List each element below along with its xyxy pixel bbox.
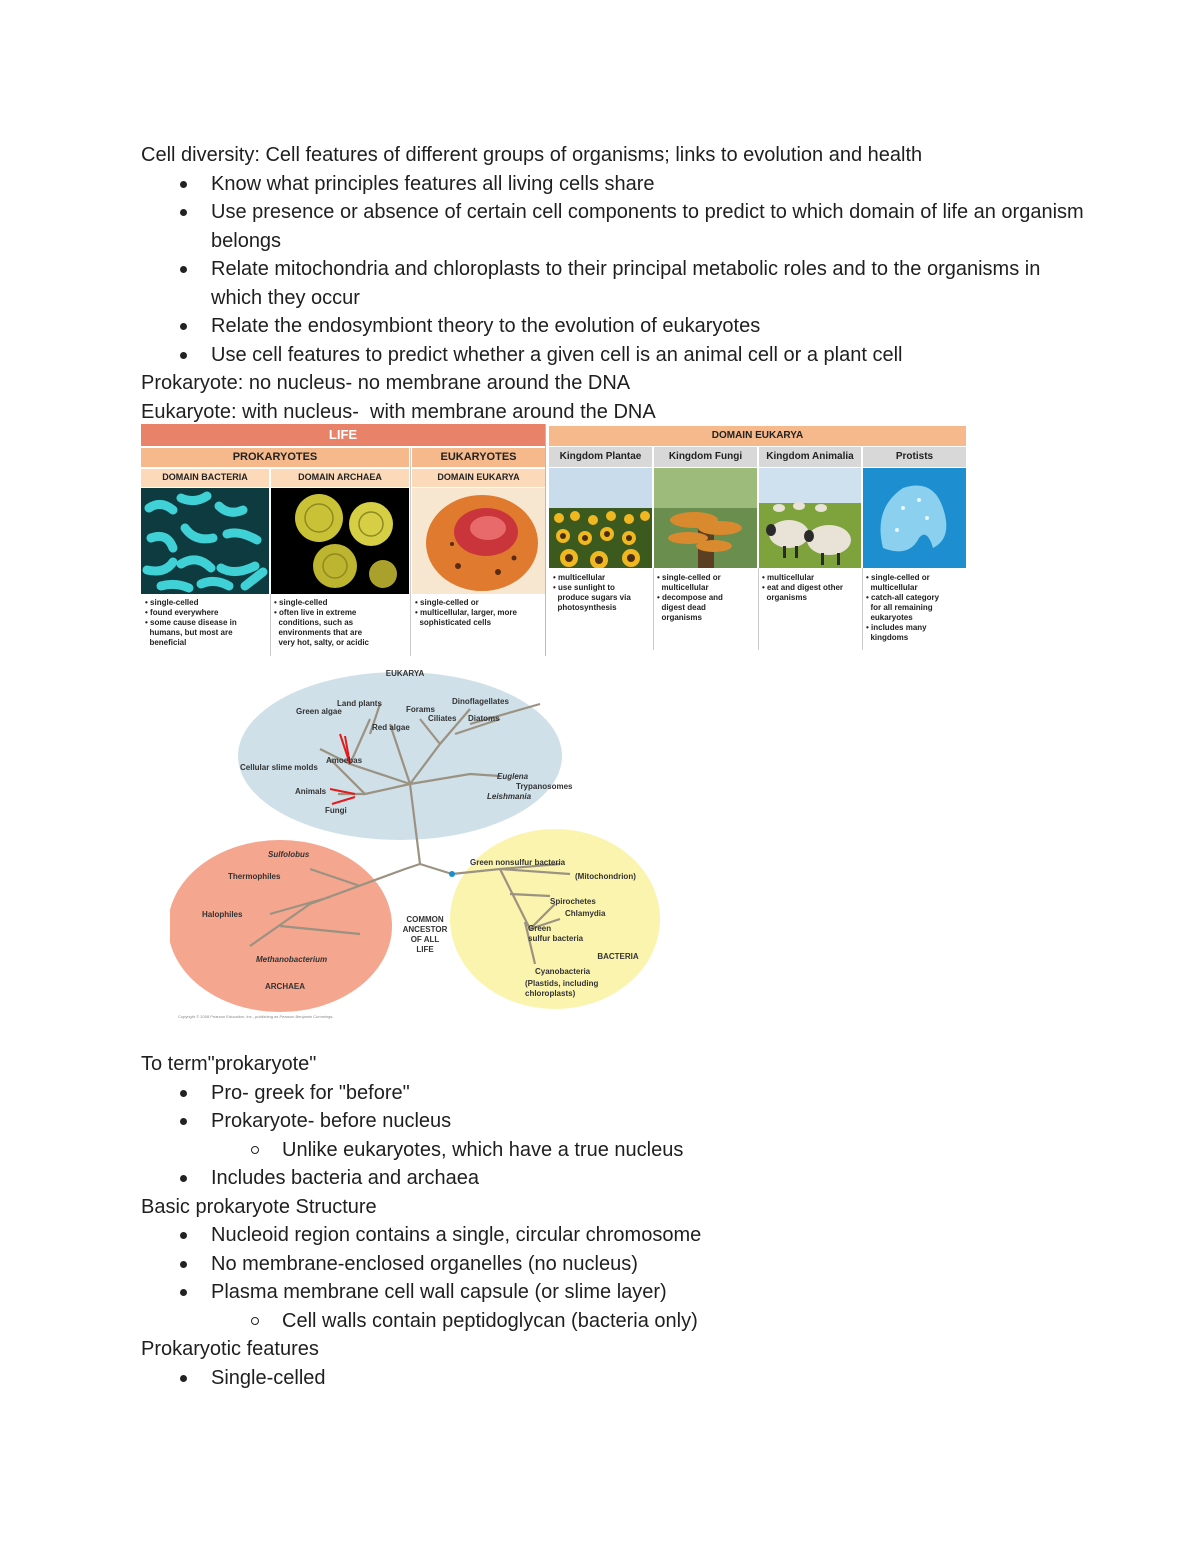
kingdom-header-fungi xyxy=(654,447,757,467)
phylogenetic-tree xyxy=(170,664,670,1024)
kingdom-header-animalia xyxy=(759,447,861,467)
tree-label: Thermophiles xyxy=(228,872,281,881)
tree-label: Diatoms xyxy=(468,714,500,723)
tree-label: Amoebas xyxy=(326,756,363,765)
kingdom-animalia-label: Kingdom Animalia xyxy=(766,451,854,462)
life-title: LIFE xyxy=(328,427,358,442)
list-item: Single-celled xyxy=(141,1364,1081,1393)
prokaryotes-label: PROKARYOTES xyxy=(232,451,318,463)
tree-label: Euglena xyxy=(497,772,529,781)
tree-label: Fungi xyxy=(325,806,347,815)
intro-bullet: Relate mitochondria and chloroplasts to their principal metabolic roles and to the organisms in which they occur xyxy=(141,255,1051,312)
tree-label: Ciliates xyxy=(428,714,457,723)
common-ancestor-label: ANCESTOR xyxy=(402,925,448,934)
list-item: Prokaryote- before nucleus xyxy=(141,1107,1081,1136)
tree-label: sulfur bacteria xyxy=(528,934,584,943)
tree-label: Dinoflagellates xyxy=(452,697,509,706)
protists-caption: • single-celled or multicellular • catch-all category for all remaining eukaryotes • includes many kingdoms xyxy=(866,573,940,642)
intro-heading: Cell diversity: Cell features of different groups of organisms; links to evolution and health xyxy=(141,144,923,166)
eukarya-label: EUKARYA xyxy=(385,669,425,678)
intro-bullet: Know what principles features all living cells share xyxy=(141,170,1081,199)
tree-label: Trypanosomes xyxy=(516,782,573,791)
intro-section xyxy=(141,141,1084,426)
root-node xyxy=(449,871,455,877)
tree-label: Spirochetes xyxy=(550,897,596,906)
tree-label: Leishmania xyxy=(487,792,532,801)
common-ancestor-label: OF ALL xyxy=(410,935,440,944)
fungi-caption: • single-celled or multicellular • decompose and digest dead organisms xyxy=(657,573,723,622)
tree-label: (Plastids, including xyxy=(525,979,599,988)
eukaryotic-cell-image xyxy=(412,488,545,594)
list-item: No membrane-enclosed organelles (no nucleus) xyxy=(141,1250,1081,1279)
animalia-image xyxy=(759,468,861,568)
prokaryote-definition: Prokaryote: no nucleus- no membrane around the DNA xyxy=(141,372,631,394)
animalia-caption: • multicellular • eat and digest other organisms xyxy=(762,573,844,602)
sub-list-item: Unlike eukaryotes, which have a true nucleus xyxy=(141,1136,1081,1165)
domain-archaea-header xyxy=(271,469,409,487)
kingdom-fungi-label: Kingdom Fungi xyxy=(668,451,743,462)
list-item: Nucleoid region contains a single, circular chromosome xyxy=(141,1221,1081,1250)
domain-eukarya-title-bar xyxy=(549,426,966,446)
tree-label: Sulfolobus xyxy=(268,850,310,859)
prokaryotes-header xyxy=(141,448,409,467)
tree-label: Cellular slime molds xyxy=(240,763,318,772)
column-divider xyxy=(758,568,759,650)
intro-bullet: Use presence or absence of certain cell components to predict to which domain of life an organism belongs xyxy=(141,198,1091,255)
kingdom-plantae-label: Kingdom Plantae xyxy=(559,451,642,462)
archaea-image xyxy=(271,488,409,594)
domain-eukarya-title: DOMAIN EUKARYA xyxy=(711,430,804,441)
column-divider xyxy=(653,568,654,650)
kingdom-header-protists xyxy=(863,447,966,467)
tree-label: Animals xyxy=(295,787,327,796)
bacteria-caption: • single-celled • found everywhere • some cause disease in humans, but most are beneficial xyxy=(145,598,237,647)
life-domains-figure xyxy=(141,424,546,656)
list-item: Includes bacteria and archaea xyxy=(141,1164,1081,1193)
column-divider xyxy=(270,594,271,656)
eukarya-caption: • single-celled or • multicellular, larger, more sophisticated cells xyxy=(415,598,517,627)
plantae-image xyxy=(549,468,652,568)
bacteria-image xyxy=(141,488,269,594)
domain-eukarya-header xyxy=(412,469,545,487)
tree-label: Halophiles xyxy=(202,910,243,919)
copyright-line: Copyright © 2008 Pearson Education, Inc., publishing as Pearson Benjamin Cummings. xyxy=(178,1014,334,1019)
eukaryotes-label: EUKARYOTES xyxy=(440,451,517,463)
tree-label: Forams xyxy=(406,705,435,714)
domain-archaea-label: DOMAIN ARCHAEA xyxy=(298,472,382,482)
domain-eukarya-label: DOMAIN EUKARYA xyxy=(437,472,520,482)
protists-image xyxy=(863,468,966,568)
tree-label: Green algae xyxy=(296,707,342,716)
protists-label: Protists xyxy=(895,451,934,462)
kingdom-header-plantae xyxy=(549,447,652,467)
column-divider xyxy=(410,448,411,656)
eukaryote-definition: Eukaryote: with nucleus- with membrane around the DNA xyxy=(141,400,656,423)
tree-label: chloroplasts) xyxy=(525,989,576,998)
column-divider xyxy=(862,568,863,650)
fungi-image xyxy=(654,468,757,568)
list-item: Pro- greek for "before" xyxy=(141,1079,1081,1108)
tree-label: Chlamydia xyxy=(565,909,606,918)
section-heading: Basic prokaryote Structure xyxy=(141,1195,377,1218)
tree-label: Methanobacterium xyxy=(256,955,328,964)
tree-label: Land plants xyxy=(337,699,382,708)
lower-text xyxy=(141,1050,1081,1392)
tree-label: Red algae xyxy=(372,723,410,732)
intro-bullet: Use cell features to predict whether a given cell is an animal cell or a plant cell xyxy=(141,341,1081,370)
eukaryotes-header xyxy=(412,448,545,467)
domain-bacteria-label: DOMAIN BACTERIA xyxy=(162,472,248,482)
tree-label: Cyanobacteria xyxy=(535,967,591,976)
tree-label: Green xyxy=(528,924,552,933)
common-ancestor-label: LIFE xyxy=(416,945,434,954)
common-ancestor-label: COMMON xyxy=(406,915,444,924)
archaea-label: ARCHAEA xyxy=(265,982,305,991)
list-item: Plasma membrane cell wall capsule (or slime layer) xyxy=(141,1278,1081,1307)
intro-bullet: Relate the endosymbiont theory to the evolution of eukaryotes xyxy=(141,312,1081,341)
plantae-caption: • multicellular • use sunlight to produce sugars via photosynthesis xyxy=(553,573,631,612)
tree-label: Green nonsulfur bacteria xyxy=(470,858,566,867)
archaea-caption: • single-celled • often live in extreme conditions, such as environments that are very hot, salty, or acidic xyxy=(274,598,369,647)
sub-list-item: Cell walls contain peptidoglycan (bacteria only) xyxy=(141,1307,1081,1336)
section-heading: To term"prokaryote" xyxy=(141,1053,317,1075)
domain-bacteria-header xyxy=(141,469,269,487)
bacteria-label: BACTERIA xyxy=(597,952,639,961)
tree-label: (Mitochondrion) xyxy=(575,872,636,881)
section-heading: Prokaryotic features xyxy=(141,1338,319,1360)
life-header xyxy=(141,424,545,446)
domain-eukarya-figure xyxy=(549,426,966,654)
